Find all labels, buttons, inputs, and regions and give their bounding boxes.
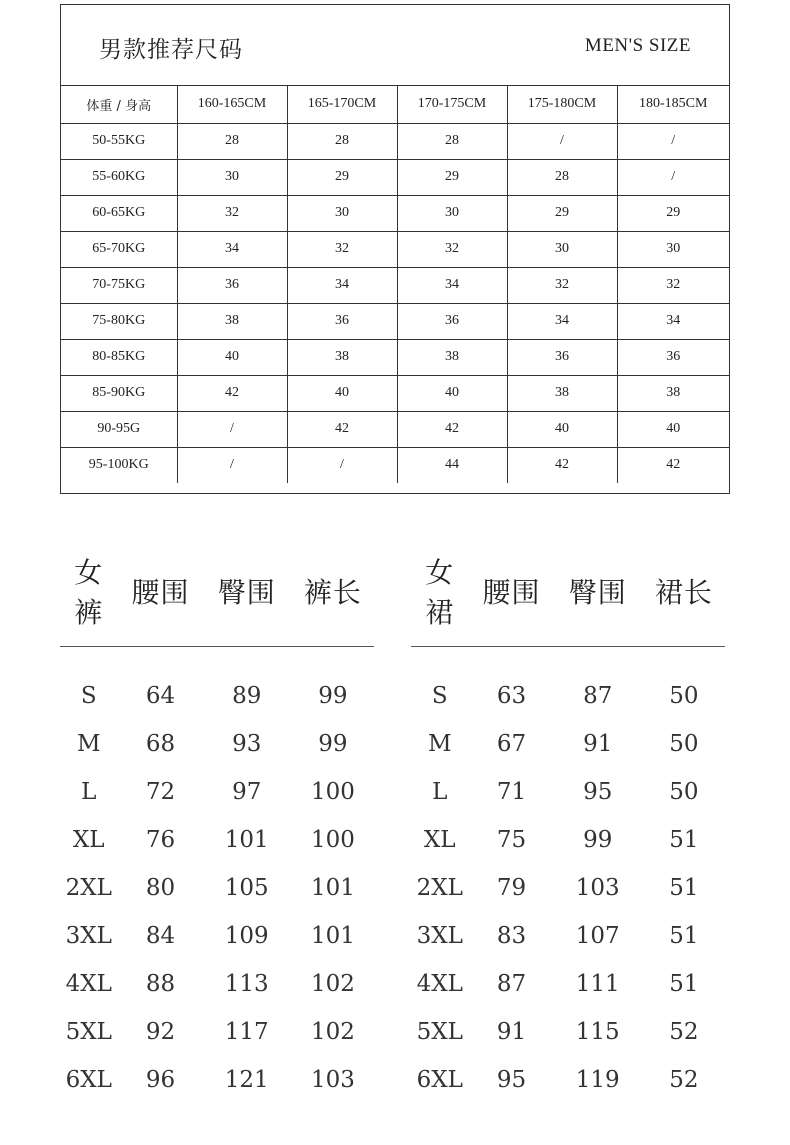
measurement-cell: 100 bbox=[310, 827, 355, 853]
pants-header-length: 裤长 bbox=[303, 576, 362, 609]
size-cell: 32 bbox=[507, 267, 617, 303]
womens-skirt-table bbox=[411, 556, 727, 1093]
measurement-cell: 51 bbox=[669, 827, 699, 853]
measurement-cell: 88 bbox=[145, 971, 176, 997]
size-cell: 29 bbox=[397, 159, 507, 195]
measurement-cell: 51 bbox=[669, 923, 699, 949]
measurement-cell: 67 bbox=[496, 731, 527, 757]
size-cell: 42 bbox=[177, 375, 287, 411]
measurement-cell: 83 bbox=[496, 923, 527, 949]
size-cell: 29 bbox=[287, 159, 397, 195]
measurement-cell: 102 bbox=[310, 971, 355, 997]
size-cell: 42 bbox=[666, 457, 681, 473]
measurement-cell: 84 bbox=[145, 923, 176, 949]
size-label: 3XL bbox=[65, 923, 112, 949]
size-cell: 40 bbox=[507, 411, 617, 447]
measurement-cell: 92 bbox=[145, 1019, 176, 1045]
womens-pants-table bbox=[60, 556, 376, 1093]
weight-cell: 85-90KG bbox=[61, 375, 177, 411]
size-cell: 44 bbox=[397, 447, 507, 483]
size-cell: / bbox=[617, 159, 729, 195]
size-cell: 34 bbox=[617, 303, 729, 339]
mens-header-cell: 175-180CM bbox=[507, 86, 617, 123]
table-row bbox=[61, 159, 729, 195]
size-cell: 38 bbox=[397, 339, 507, 375]
measurement-cell: 89 bbox=[232, 683, 262, 709]
table-row bbox=[61, 267, 729, 303]
measurement-cell: 63 bbox=[496, 683, 527, 709]
size-label: L bbox=[432, 779, 448, 805]
mens-size-table bbox=[60, 4, 730, 494]
size-cell: 42 bbox=[507, 447, 617, 483]
size-cell: 32 bbox=[177, 195, 287, 231]
measurement-cell: 101 bbox=[224, 827, 269, 853]
size-label: L bbox=[81, 779, 97, 805]
size-cell: 40 bbox=[397, 375, 507, 411]
size-label: S bbox=[431, 683, 448, 709]
measurement-cell: 103 bbox=[310, 1067, 355, 1093]
table-row bbox=[411, 672, 727, 720]
pants-divider bbox=[60, 646, 374, 647]
pants-body bbox=[60, 672, 376, 1104]
measurement-cell: 50 bbox=[669, 683, 699, 709]
table-row bbox=[60, 864, 376, 912]
measurement-cell: 51 bbox=[669, 971, 699, 997]
measurement-cell: 52 bbox=[669, 1067, 699, 1093]
measurement-cell: 87 bbox=[583, 683, 613, 709]
size-cell: 38 bbox=[617, 375, 729, 411]
measurement-cell: 64 bbox=[145, 683, 176, 709]
mens-grid bbox=[61, 86, 729, 483]
table-row bbox=[61, 195, 729, 231]
size-label: 6XL bbox=[65, 1067, 112, 1093]
measurement-cell: 121 bbox=[224, 1067, 269, 1093]
measurement-cell: 100 bbox=[310, 779, 355, 805]
table-row bbox=[411, 768, 727, 816]
measurement-cell: 117 bbox=[224, 1019, 269, 1045]
size-cell: 29 bbox=[507, 195, 617, 231]
measurement-cell: 75 bbox=[496, 827, 527, 853]
measurement-cell: 71 bbox=[496, 779, 527, 805]
size-cell: / bbox=[287, 447, 397, 483]
size-cell: 30 bbox=[617, 231, 729, 267]
size-cell: 30 bbox=[397, 195, 507, 231]
weight-cell: 75-80KG bbox=[61, 303, 177, 339]
size-cell: / bbox=[177, 447, 287, 483]
measurement-cell: 103 bbox=[575, 875, 620, 901]
size-label: 4XL bbox=[65, 971, 112, 997]
size-cell: 34 bbox=[287, 267, 397, 303]
size-cell: 34 bbox=[507, 303, 617, 339]
measurement-cell: 113 bbox=[224, 971, 269, 997]
table-row bbox=[61, 447, 729, 483]
mens-header-cell: 180-185CM bbox=[617, 86, 729, 123]
measurement-cell: 96 bbox=[145, 1067, 176, 1093]
size-label: 5XL bbox=[65, 1019, 112, 1045]
measurement-cell: 68 bbox=[145, 731, 176, 757]
mens-title-cn: 男款推荐尺码 bbox=[99, 37, 243, 63]
skirt-header-length: 裙长 bbox=[654, 576, 713, 609]
weight-cell: 50-55KG bbox=[61, 123, 177, 159]
measurement-cell: 99 bbox=[318, 683, 348, 709]
measurement-cell: 105 bbox=[224, 875, 269, 901]
size-cell: / bbox=[507, 123, 617, 159]
measurement-cell: 95 bbox=[496, 1067, 527, 1093]
measurement-cell: 95 bbox=[583, 779, 613, 805]
mens-table-header bbox=[61, 5, 729, 86]
weight-cell: 80-85KG bbox=[61, 339, 177, 375]
measurement-cell: 76 bbox=[145, 827, 176, 853]
table-row bbox=[61, 375, 729, 411]
size-label: M bbox=[76, 731, 101, 757]
measurement-cell: 119 bbox=[575, 1067, 620, 1093]
size-cell: 30 bbox=[177, 159, 287, 195]
measurement-cell: 99 bbox=[583, 827, 613, 853]
size-cell: 30 bbox=[287, 195, 397, 231]
size-cell: 34 bbox=[397, 267, 507, 303]
weight-cell: 60-65KG bbox=[61, 195, 177, 231]
measurement-cell: 51 bbox=[669, 875, 699, 901]
size-cell: 38 bbox=[507, 375, 617, 411]
pants-header-type: 女裤 bbox=[74, 556, 104, 629]
measurement-cell: 102 bbox=[310, 1019, 355, 1045]
measurement-cell: 115 bbox=[575, 1019, 620, 1045]
measurement-cell: 111 bbox=[575, 971, 620, 997]
size-cell: / bbox=[177, 411, 287, 447]
skirt-divider bbox=[411, 646, 725, 647]
table-row bbox=[61, 339, 729, 375]
measurement-cell: 91 bbox=[496, 1019, 527, 1045]
skirt-header-type: 女裙 bbox=[425, 556, 455, 629]
table-row bbox=[60, 768, 376, 816]
size-cell: 34 bbox=[177, 231, 287, 267]
measurement-cell: 52 bbox=[669, 1019, 699, 1045]
mens-header-cell: 160-165CM bbox=[177, 86, 287, 123]
size-label: S bbox=[80, 683, 97, 709]
skirt-header-waist: 腰围 bbox=[482, 576, 541, 609]
skirt-header-hip: 臀围 bbox=[568, 576, 627, 609]
mens-header-cell: 165-170CM bbox=[287, 86, 397, 123]
table-row bbox=[411, 1008, 727, 1056]
skirt-body bbox=[411, 672, 727, 1104]
measurement-cell: 87 bbox=[496, 971, 527, 997]
measurement-cell: 99 bbox=[318, 731, 348, 757]
size-cell: 36 bbox=[507, 339, 617, 375]
table-row bbox=[61, 123, 729, 159]
size-label: 5XL bbox=[416, 1019, 463, 1045]
pants-header-hip: 臀围 bbox=[217, 576, 276, 609]
weight-cell: 70-75KG bbox=[61, 267, 177, 303]
weight-cell: 95-100KG bbox=[61, 447, 177, 483]
mens-header-cell: 体重 / 身高 bbox=[61, 86, 177, 123]
size-cell: 36 bbox=[287, 303, 397, 339]
size-label: 4XL bbox=[416, 971, 463, 997]
table-row bbox=[61, 231, 729, 267]
size-label: 6XL bbox=[416, 1067, 463, 1093]
size-label: XL bbox=[72, 827, 105, 853]
size-cell: 40 bbox=[617, 411, 729, 447]
table-row bbox=[60, 912, 376, 960]
size-cell: / bbox=[617, 123, 729, 159]
weight-cell: 90-95G bbox=[61, 411, 177, 447]
size-label: 2XL bbox=[416, 875, 463, 901]
measurement-cell: 101 bbox=[310, 875, 355, 901]
size-cell: 40 bbox=[177, 339, 287, 375]
size-cell: 42 bbox=[287, 411, 397, 447]
table-row bbox=[411, 960, 727, 1008]
table-row bbox=[60, 720, 376, 768]
size-cell: 30 bbox=[507, 231, 617, 267]
table-row bbox=[60, 672, 376, 720]
measurement-cell: 97 bbox=[232, 779, 262, 805]
table-row bbox=[61, 303, 729, 339]
size-cell: 28 bbox=[507, 159, 617, 195]
size-cell: 36 bbox=[397, 303, 507, 339]
mens-header-row bbox=[61, 86, 729, 123]
table-row bbox=[60, 816, 376, 864]
table-row bbox=[60, 1056, 376, 1104]
measurement-cell: 50 bbox=[669, 779, 699, 805]
pants-header-waist: 腰围 bbox=[131, 576, 190, 609]
table-row bbox=[60, 1008, 376, 1056]
table-row bbox=[411, 720, 727, 768]
size-cell: 28 bbox=[397, 123, 507, 159]
table-row bbox=[61, 411, 729, 447]
measurement-cell: 80 bbox=[145, 875, 176, 901]
size-cell: 38 bbox=[287, 339, 397, 375]
measurement-cell: 109 bbox=[224, 923, 269, 949]
measurement-cell: 107 bbox=[575, 923, 620, 949]
measurement-cell: 72 bbox=[145, 779, 176, 805]
mens-header-cell: 170-175CM bbox=[397, 86, 507, 123]
table-row bbox=[411, 864, 727, 912]
size-label: 2XL bbox=[65, 875, 112, 901]
measurement-cell: 79 bbox=[496, 875, 527, 901]
size-label: 3XL bbox=[416, 923, 463, 949]
size-cell: 28 bbox=[177, 123, 287, 159]
size-cell: 42 bbox=[397, 411, 507, 447]
size-cell: 29 bbox=[617, 195, 729, 231]
skirt-header-row bbox=[411, 556, 727, 629]
size-cell: 32 bbox=[397, 231, 507, 267]
size-cell: 36 bbox=[617, 339, 729, 375]
table-row bbox=[60, 960, 376, 1008]
size-cell: 40 bbox=[287, 375, 397, 411]
table-row bbox=[411, 1056, 727, 1104]
weight-cell: 55-60KG bbox=[61, 159, 177, 195]
table-row bbox=[411, 912, 727, 960]
measurement-cell: 93 bbox=[232, 731, 262, 757]
table-row bbox=[411, 816, 727, 864]
mens-title-en: MEN'S SIZE bbox=[584, 35, 691, 56]
size-cell: 32 bbox=[617, 267, 729, 303]
measurement-cell: 50 bbox=[669, 731, 699, 757]
size-cell: 28 bbox=[287, 123, 397, 159]
pants-header-row bbox=[60, 556, 376, 629]
weight-cell: 65-70KG bbox=[61, 231, 177, 267]
size-cell: 36 bbox=[177, 267, 287, 303]
measurement-cell: 91 bbox=[583, 731, 613, 757]
measurement-cell: 101 bbox=[310, 923, 355, 949]
size-label: XL bbox=[423, 827, 456, 853]
size-label: M bbox=[427, 731, 452, 757]
size-cell: 38 bbox=[177, 303, 287, 339]
size-cell: 32 bbox=[287, 231, 397, 267]
